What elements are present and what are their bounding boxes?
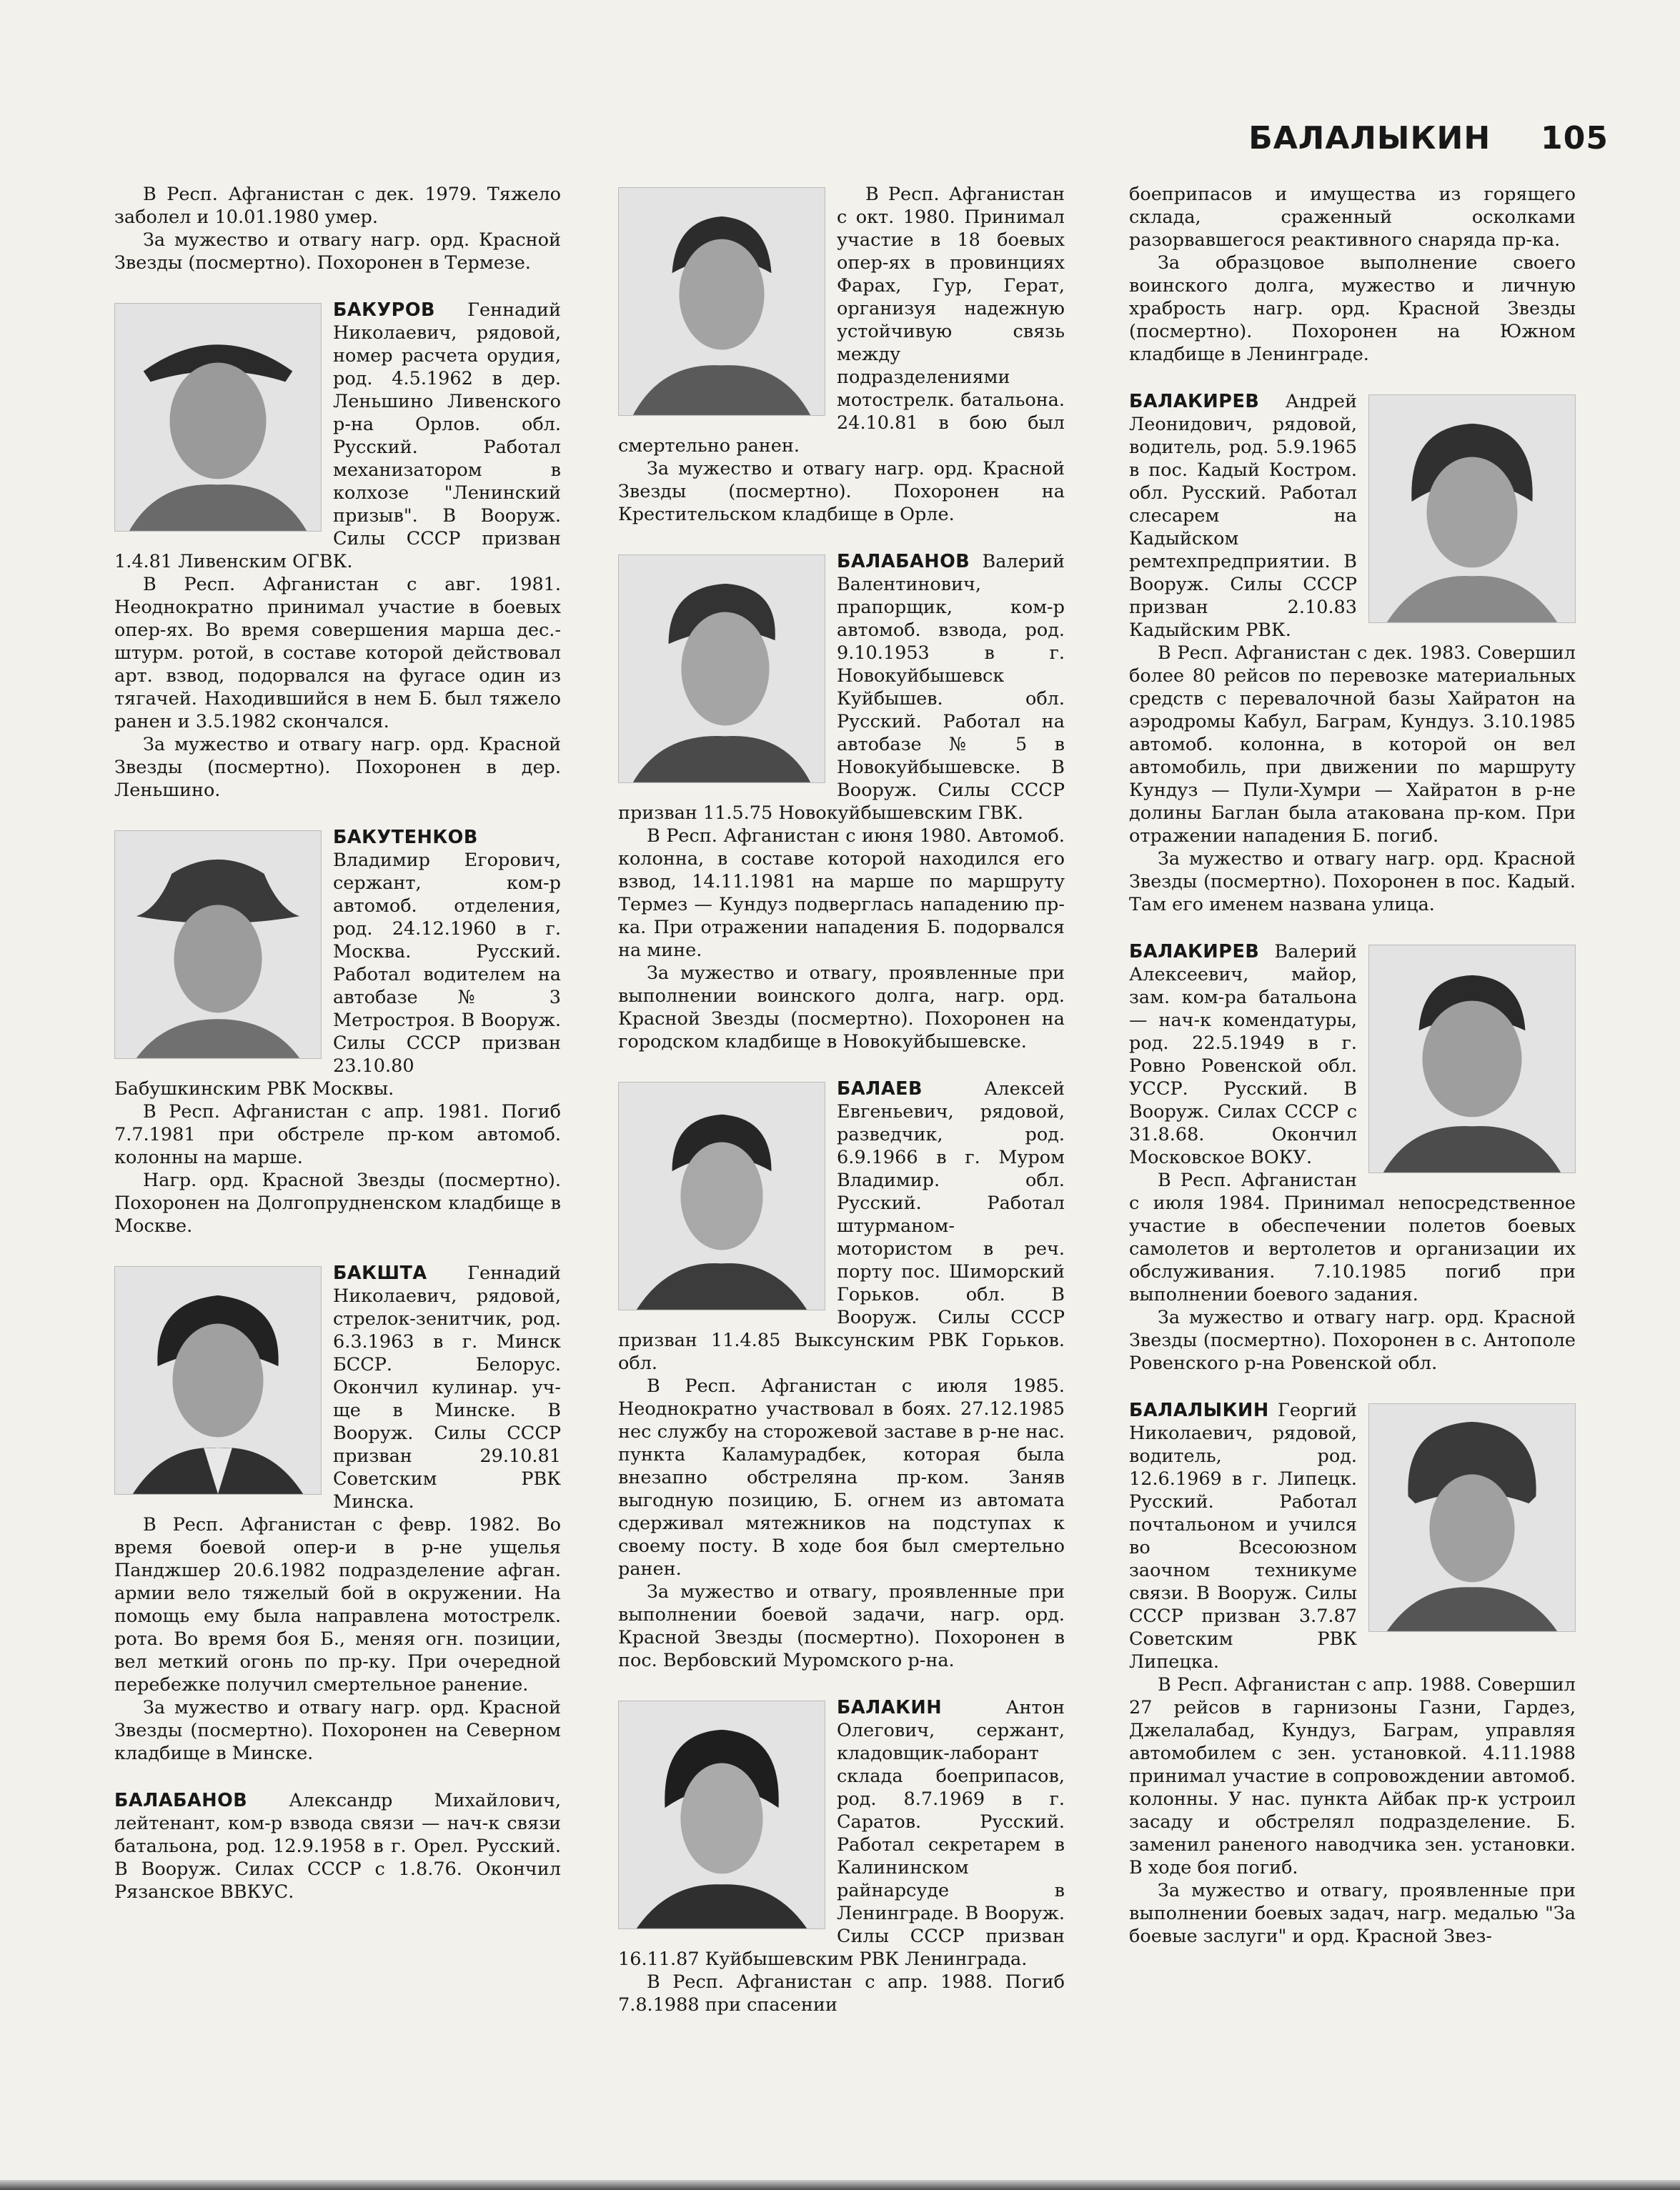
portrait-icon: [1369, 1404, 1575, 1631]
column-2: [618, 183, 1065, 2041]
portrait-photo: [1368, 1403, 1576, 1632]
entry-lead: Антон Олегович, сержант, кладовщик-лаборант склада боеприпасов, род. 8.7.1969 в г. Саратов. Русский. Работал секретарем в Калининском райнарсуде в Ленинграде. В Вооруж. Силы СССР призван 16.11.87 Куйбышевским РВК Ленинграда.: [618, 1697, 1065, 1970]
column-3: [1129, 183, 1576, 1972]
entry-continuation-3: [1129, 183, 1576, 366]
portrait-icon: [619, 1701, 825, 1928]
entry-name: БАЛАЛЫКИН: [1129, 1400, 1269, 1421]
entry-name: БАКУТЕНКОВ: [333, 827, 478, 848]
paragraph: В Респ. Афганистан с окт. 1980. Принимал участие в 18 боевых опер-ях в провинциях Фарах, Гур, Герат, организуя надежную устойчивую связь между подразделениями мотострелк. батальона. 24.10.81 в бою был смертельно ранен.: [618, 184, 1065, 457]
paragraph: За мужество и отвагу нагр. орд. Красной Звезды (посмертно). Похоронен на Северном кладбище в Минске.: [114, 1697, 561, 1764]
portrait-photo: [618, 554, 825, 783]
paragraph: В Респ. Афганистан с июня 1980. Автомоб. колонна, в составе которой находился его взвод, 14.11.1981 на марше по маршруту Термез — Кундуз подверглась нападению пр-ка. При отражении нападения Б. подорвался на мине.: [618, 825, 1065, 961]
paragraph: За мужество и отвагу нагр. орд. Красной Звезды (посмертно). Похоронен на Крестительском кладбище в Орле.: [618, 458, 1065, 525]
portrait-photo: [1368, 394, 1576, 623]
entry-balabanov-a: [114, 1789, 561, 1903]
entry-lead: Георгий Николаевич, рядовой, водитель, род. 12.6.1969 в г. Липецк. Русский. Работал почтальоном и учился во Всесоюзном заочном техникуме связи. В Вооруж. Силы СССР призван 3.7.87 Советским РВК Липецка.: [1129, 1400, 1357, 1673]
entry-balakirev-v: [1129, 940, 1576, 1375]
entry-continuation-2: [618, 183, 1065, 526]
paragraph: За мужество и отвагу нагр. орд. Красной Звезды (посмертно). Похоронен в пос. Кадый. Там его именем названа улица.: [1129, 848, 1576, 915]
entry-lead: Алексей Евгеньевич, рядовой, разведчик, род. 6.9.1966 в г. Муром Владимир. обл. Русский. Работал штурманом-мотористом в реч. порту пос. Шиморский Горьков. обл. В Вооруж. Силы СССР призван 11.4.85 Выксунским РВК Горьков. обл.: [618, 1078, 1065, 1374]
portrait-photo: [618, 187, 825, 416]
entry-name: БАКУРОВ: [333, 299, 435, 321]
entry-name: БАЛАБАНОВ: [114, 1790, 248, 1811]
entry-bakutenkov: [114, 826, 561, 1238]
paragraph: За мужество и отвагу, проявленные при выполнении боевой задачи, нагр. орд. Красной Звезды (посмертно). Похоронен в пос. Вербовский Муромского р-на.: [618, 1581, 1065, 1671]
paragraph: За мужество и отвагу, проявленные при выполнении воинского долга, нагр. орд. Красной Звезды (посмертно). Похоронен на городском кладбище в Новокуйбышевске.: [618, 962, 1065, 1052]
entry-name: БАКШТА: [333, 1263, 427, 1284]
portrait-icon: [1369, 945, 1575, 1173]
paragraph: За мужество и отвагу нагр. орд. Красной Звезды (посмертно). Похоронен в дер. Леньшино.: [114, 734, 561, 801]
entry-lead: Геннадий Николаевич, рядовой, номер расчета орудия, род. 4.5.1962 в дер. Леньшино Ливенского р-на Орлов. обл. Русский. Работал механизатором в колхозе "Ленинский призыв". В Вооруж. Силы СССР призван 1.4.81 Ливенским ОГВК.: [114, 299, 561, 572]
portrait-icon: [115, 304, 321, 531]
entry-name: БАЛАКИРЕВ: [1129, 391, 1260, 412]
running-title: БАЛАЛЫКИН: [1248, 120, 1491, 156]
portrait-icon: [115, 831, 321, 1058]
scan-edge: [0, 2180, 1680, 2190]
entry-bakshta: [114, 1262, 561, 1765]
running-head: [1248, 120, 1609, 156]
entry-balakin: [618, 1696, 1065, 2016]
entry-name: БАЛАБАНОВ: [837, 551, 970, 572]
portrait-icon: [115, 1267, 321, 1494]
portrait-icon: [1369, 395, 1575, 622]
portrait-photo: [114, 303, 322, 532]
portrait-photo: [1368, 945, 1576, 1173]
paragraph: В Респ. Афганистан с апр. 1988. Совершил 27 рейсов в гарнизоны Газни, Гардез, Джелалабад, Кундуз, Баграм, управляя автомобилем с зен. установкой. 4.11.1988 принимал участие в сопровождении автомоб. колонны. У нас. пункта Айбак пр-к устроил засаду и обстрелял подразделение. Б. заменил раненого наводчика зен. установки. В ходе боя погиб.: [1129, 1674, 1576, 1878]
portrait-photo: [114, 1266, 322, 1495]
paragraph: В Респ. Афганистан с февр. 1982. Во время боевой опер-и в р-не ущелья Панджшер 20.6.1982 подразделение афган. армии вело тяжелый бой в окружении. На помощь ему была направлена мотострелк. рота. Во время боя Б., меняя огн. позиции, вел меткий огонь по пр-ку. При очередной перебежке получил смертельное ранение.: [114, 1514, 561, 1696]
portrait-icon: [619, 1082, 825, 1310]
paragraph: В Респ. Афганистан с авг. 1981. Неоднократно принимал участие в боевых опер-ях. Во время совершения марша дес.-штурм. ротой, в составе которой действовал арт. взвод, подорвался на фугасе один из тягачей. Находившийся в нем Б. был тяжело ранен и 3.5.1982 скончался.: [114, 574, 561, 732]
entry-name: БАЛАКИН: [837, 1697, 943, 1718]
entry-balaev: [618, 1077, 1065, 1672]
entry-continuation-1: [114, 183, 561, 274]
portrait-photo: [618, 1082, 825, 1310]
portrait-icon: [619, 188, 825, 415]
entry-name: БАЛАЕВ: [837, 1078, 923, 1100]
entry-lead: Валерий Алексеевич, майор, зам. ком-ра батальона — нач-к комендатуры, род. 22.5.1949 в г. Ровно Ровенской обл. УССР. Русский. В Вооруж. Силах СССР с 31.8.68. Окончил Московское ВОКУ.: [1129, 941, 1357, 1168]
portrait-icon: [619, 555, 825, 782]
paragraph: В Респ. Афганистан с апр. 1981. Погиб 7.7.1981 при обстреле пр-ком автомоб. колонны на марше.: [114, 1101, 561, 1168]
entry-name: БАЛАКИРЕВ: [1129, 941, 1260, 962]
entry-lead: Александр Михайлович, лейтенант, ком-р взвода связи — нач-к связи батальона, род. 12.9.1958 в г. Орел. Русский. В Вооруж. Силах СССР с 1.8.76. Окончил Рязанское ВВКУС.: [114, 1790, 561, 1903]
paragraph: В Респ. Афганистан с июля 1984. Принимал непосредственное участие в обеспечении полетов боевых самолетов и вертолетов и организации их обслуживания. 7.10.1985 погиб при выполнении боевого задания.: [1129, 1170, 1576, 1305]
paragraph: В Респ. Афганистан с дек. 1979. Тяжело заболел и 10.01.1980 умер.: [114, 184, 561, 228]
paragraph: За мужество и отвагу нагр. орд. Красной Звезды (посмертно). Похоронен в Термезе.: [114, 229, 561, 274]
paragraph: За образцовое выполнение своего воинского долга, мужество и личную храбрость нагр. орд. Красной Звезды (посмертно). Похоронен на Южном кладбище в Ленинграде.: [1129, 252, 1576, 365]
paragraph: боеприпасов и имущества из горящего склада, сраженный осколками разорвавшегося реактивного снаряда пр-ка.: [1129, 184, 1576, 251]
entry-lead: Андрей Леонидович, рядовой, водитель, род. 5.9.1965 в пос. Кадый Костром. обл. Русский. Работал слесарем на Кадыйском ремтехпредприятии. В Вооруж. Силы СССР призван 2.10.83 Кадыйским РВК.: [1129, 391, 1357, 641]
paragraph: В Респ. Афганистан с апр. 1988. Погиб 7.8.1988 при спасении: [618, 1971, 1065, 2016]
column-1: [114, 183, 561, 1928]
paragraph: В Респ. Афганистан с июля 1985. Неоднократно участвовал в боях. 27.12.1985 нес службу на сторожевой заставе в р-не нас. пункта Каламурадбек, которая была внезапно обстреляна пр-ком. Заняв выгодную позицию, Б. огнем из автомата сдерживал мятежников на подступах к своему посту. В ходе боя был смертельно ранен.: [618, 1375, 1065, 1580]
portrait-photo: [618, 1701, 825, 1929]
entry-balalykin: [1129, 1399, 1576, 1948]
entry-lead: Геннадий Николаевич, рядовой, стрелок-зенитчик, род. 6.3.1963 в г. Минск БССР. Белорус. Окончил кулинар. уч-ще в Минске. В Вооруж. Силы СССР призван 29.10.81 Советским РВК Минска.: [333, 1263, 561, 1513]
paragraph: За мужество и отвагу, проявленные при выполнении боевых задач, нагр. медалью "За боевые заслуги" и орд. Красной Звез-: [1129, 1880, 1576, 1947]
entry-lead: Валерий Валентинович, прапорщик, ком-р автомоб. взвода, род. 9.10.1953 в г. Новокуйбышевск Куйбышев. обл. Русский. Работал на автобазе № 5 в Новокуйбышевске. В Вооруж. Силы СССР призван 11.5.75 Новокуйбышевским ГВК.: [618, 551, 1065, 824]
page-number: 105: [1541, 120, 1609, 156]
paragraph: Нагр. орд. Красной Звезды (посмертно). Похоронен на Долгопрудненском кладбище в Москве.: [114, 1170, 561, 1237]
entry-balakirev-a: [1129, 390, 1576, 916]
portrait-photo: [114, 830, 322, 1059]
entry-lead: Владимир Егорович, сержант, ком-р автомоб. отделения, род. 24.12.1960 в г. Москва. Русский. Работал водителем на автобазе № 3 Метростроя. В Вооруж. Силы СССР призван 23.10.80 Бабушкинским РВК Москвы.: [114, 850, 561, 1100]
paragraph: В Респ. Афганистан с дек. 1983. Совершил более 80 рейсов по перевозке материальных средств с перевалочной базы Хайратон на аэродромы Кабул, Баграм, Кундуз. 3.10.1985 автомоб. колонна, в которой он вел автомобиль, при движении по маршруту Кундуз — Пули-Хумри — Хайратон в р-не долины Баглан была атакована пр-ком. При отражении нападения Б. погиб.: [1129, 642, 1576, 847]
entry-bakurov: [114, 299, 561, 802]
paragraph: За мужество и отвагу нагр. орд. Красной Звезды (посмертно). Похоронен в с. Антополе Ровенского р-на Ровенской обл.: [1129, 1307, 1576, 1374]
entry-balabanov-v: [618, 550, 1065, 1053]
